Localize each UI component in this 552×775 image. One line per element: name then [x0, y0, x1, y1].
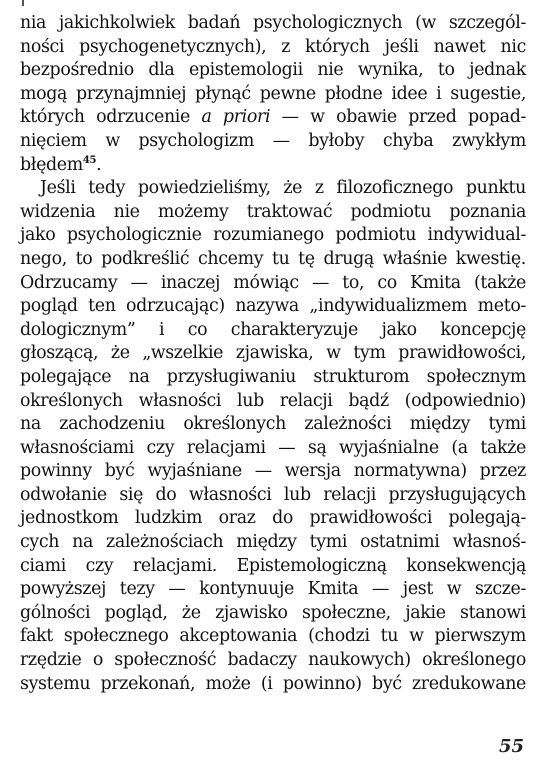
text-line: jako psychologicznie rozumianego podmiotu indywidual- [20, 225, 526, 246]
text-line: systemu przekonań, może (i powinno) być zredukowane [20, 673, 526, 694]
text-line: mogą przynajmniej płynąć pewne płodne idee i sugestie, [20, 83, 526, 104]
text-line: bezpośrednio dla epistemologii nie wynika, to jednak [20, 60, 526, 81]
text-line: Odrzucamy — inaczej mówiąc — to, co Kmita (także [20, 272, 526, 293]
text-line [20, 154, 526, 178]
text-segment: błędem [20, 154, 83, 175]
text-line: powinny być wyjaśniane — wersja normatywna) przez [20, 461, 526, 482]
text-line: odwołanie się do własności lub relacji przysługujących [20, 484, 526, 505]
footnote-marker: 45 [82, 154, 97, 166]
text-line: polegające na przysługiwaniu strukturom społecznym [20, 366, 526, 387]
text-line: jednostkom ludzkim oraz do prawidłowości polegają- [20, 508, 526, 529]
text-line: rzędzie o społeczność badaczy naukowych) określonego [20, 650, 526, 671]
text-line: ności psychogenetycznych), z których jeśli nawet nic [20, 36, 526, 57]
text-line: głoszącą, że „wszelkie zjawiska, w tym prawidłowości, [20, 343, 526, 364]
text-line: nięciem w psychologizm — byłoby chyba zwykłym [20, 130, 526, 151]
text-line [20, 106, 526, 130]
page-number: 55 [498, 736, 524, 757]
text-line: własnościami czy relacjami — są wyjaśnialne (a także [20, 437, 526, 458]
text-line: nia jakichkolwiek badań psychologicznych (w szczegól- [20, 13, 526, 33]
text-line: ciami czy relacjami. Epistemologiczną konsekwencją [20, 555, 526, 576]
scan-mark [22, 0, 24, 6]
text-line: pogląd ten odrzucając) nazywa „indywidualizmem meto- [20, 296, 526, 317]
text-segment: . [96, 154, 102, 175]
text-segment: których odrzucenie [20, 107, 202, 128]
text-line: cych na zależnościach między tymi ostatnimi własnoś- [20, 532, 526, 553]
text-line: widzenia nie możemy traktować podmiotu poznania [20, 201, 526, 222]
text-line: na zachodzeniu określonych zależności między tymi [20, 414, 526, 435]
text-line: gólności pogląd, że zjawisko społeczne, jakie stanowi [20, 602, 526, 623]
text-line: nego, to podkreślić chcemy tu tę drugą właśnie kwestię. [20, 248, 526, 269]
text-line: określonych własności lub relacji bądź (odpowiednio) [20, 390, 526, 411]
text-line: dologicznym” i co charakteryzuje jako koncepcję [20, 319, 526, 340]
text-line: Jeśli tedy powiedzieliśmy, że z filozoficznego punktu [40, 178, 526, 199]
text-line: powyższej tezy — kontynuuje Kmita — jest w szcze- [20, 579, 526, 600]
italic-phrase: a priori [201, 107, 271, 128]
text-line: fakt społecznego akceptowania (chodzi tu w pierwszym [20, 626, 526, 647]
body-text [20, 12, 526, 696]
text-segment: — w obawie przed popad- [270, 107, 527, 128]
